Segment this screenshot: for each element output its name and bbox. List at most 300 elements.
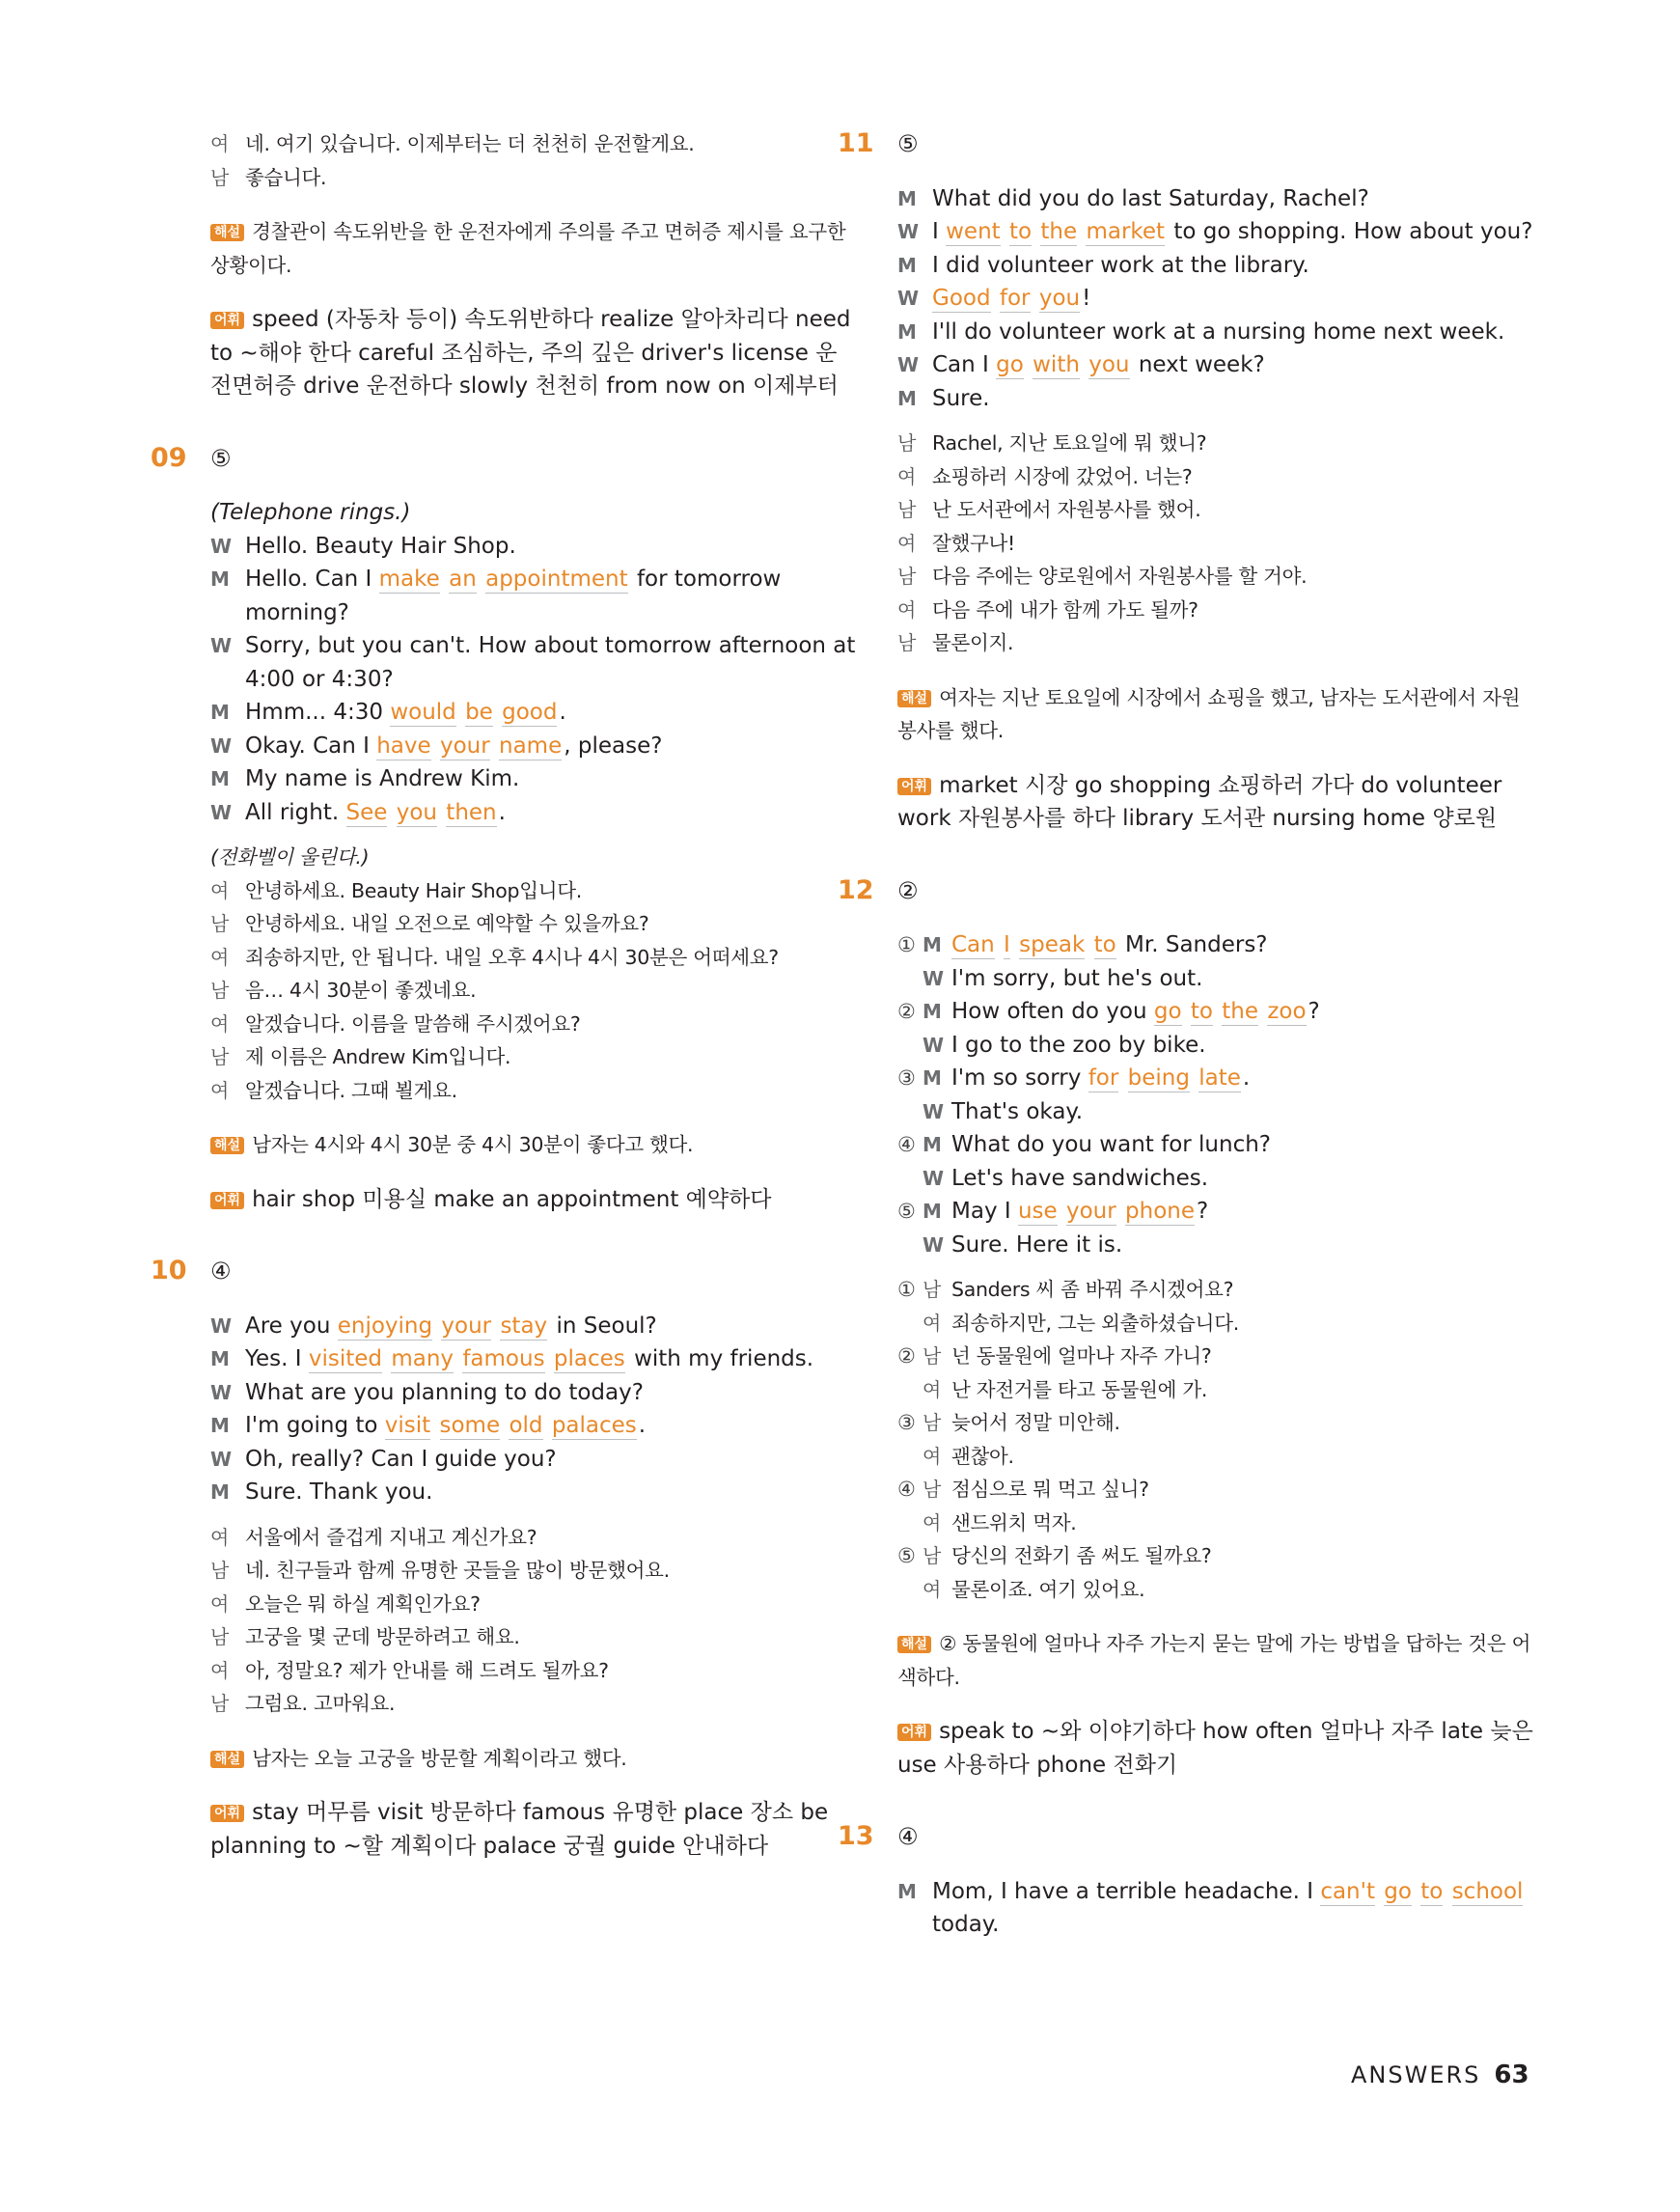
speaker: W xyxy=(923,1033,945,1057)
line-text: Hmm... 4:30 would be good. xyxy=(245,700,566,725)
blank-answer: palaces xyxy=(551,1413,637,1438)
option-line xyxy=(897,1340,1534,1373)
dialogue-line xyxy=(897,316,1534,349)
question-answer: ⑤ xyxy=(897,130,919,157)
dialogue-line xyxy=(897,382,1534,416)
vocab-tag: 어휘 xyxy=(210,1192,244,1209)
question-answer: ④ xyxy=(210,1258,232,1285)
speaker: M xyxy=(897,319,917,344)
speaker: W xyxy=(897,220,920,243)
blank-answer: you xyxy=(1038,286,1081,311)
explanation-tag: 해설 xyxy=(210,1751,244,1768)
q11-header xyxy=(838,127,1534,161)
speaker: 여 xyxy=(210,1591,230,1616)
line-text: Can I speak to Mr. Sanders? xyxy=(951,932,1268,957)
speaker: M xyxy=(210,1347,230,1370)
option-line xyxy=(897,1095,1534,1129)
option-line xyxy=(897,1273,1534,1307)
dialogue-line xyxy=(210,127,857,161)
blank-answer: Can xyxy=(951,932,995,957)
blank-answer: being xyxy=(1127,1065,1190,1091)
line-text: All right. See you then. xyxy=(245,799,506,825)
line-text: That's okay. xyxy=(951,1098,1084,1124)
speaker: M xyxy=(923,933,942,956)
speaker: 여 xyxy=(210,1011,230,1036)
line-text: 물론이죠. 여기 있어요. xyxy=(951,1577,1145,1601)
option-number: ② xyxy=(897,1000,916,1023)
line-text: I'm sorry, but he's out. xyxy=(951,965,1203,991)
dialogue-line xyxy=(897,427,1534,460)
blank-answer: then xyxy=(446,799,497,825)
line-text: Oh, really? Can I guide you? xyxy=(245,1446,557,1472)
option-number: ③ xyxy=(897,1411,916,1434)
dialogue-line xyxy=(210,1310,857,1343)
speaker: 남 xyxy=(897,631,917,654)
speaker: 여 xyxy=(210,1658,230,1682)
explanation-text: 경찰관이 속도위반을 한 운전자에게 주의를 주고 면허증 제시를 요구한 상황이다. xyxy=(210,220,846,277)
line-text: Sure. Thank you. xyxy=(245,1479,433,1505)
blank-answer: See xyxy=(345,799,388,825)
option-number: ⑤ xyxy=(897,1544,916,1567)
line-text: 넌 동물원에 얼마나 자주 가니? xyxy=(951,1344,1212,1368)
q12-explanation xyxy=(897,1627,1534,1694)
option-line xyxy=(897,1406,1534,1440)
line-text: 그럼요. 고마워요. xyxy=(245,1692,396,1715)
blank-answer: go xyxy=(1153,999,1182,1024)
q11-vocab xyxy=(897,769,1534,836)
dialogue-line xyxy=(210,1008,857,1041)
option-number: ② xyxy=(897,1344,916,1368)
speaker: 남 xyxy=(210,1559,230,1582)
speaker: M xyxy=(897,253,917,277)
speaker: 남 xyxy=(210,165,230,189)
dialogue-line xyxy=(897,348,1534,382)
blank-answer: appointment xyxy=(485,567,628,592)
line-text: Let's have sandwiches. xyxy=(951,1165,1209,1191)
option-line xyxy=(897,1062,1534,1095)
q12-vocab xyxy=(897,1715,1534,1782)
dialogue-line xyxy=(210,1620,857,1654)
dialogue-line xyxy=(210,1521,857,1555)
line-text: 오늘은 뭐 하실 계획인가요? xyxy=(245,1591,481,1616)
q10-korean-translation xyxy=(210,1521,857,1721)
line-text: Rachel, 지난 토요일에 뭐 했니? xyxy=(932,431,1207,455)
dialogue-line xyxy=(897,460,1534,494)
line-text: What do you want for lunch? xyxy=(951,1132,1272,1157)
vocab-text: speed (자동차 등이) 속도위반하다 realize 알아차리다 need to ~해야 한다 careful 조심하는, 주의 깊은 driver's license 운전면허증 drive 운전하다 slowly 천천히 from now on 이제부터 xyxy=(210,307,851,399)
vocab-text: stay 머무름 visit 방문하다 famous 유명한 place 장소 be planning to ~할 계획이다 palace 궁궐 guide 안내하다 xyxy=(210,1800,829,1859)
line-text: 안녕하세요. 내일 오전으로 예약할 수 있을까요? xyxy=(245,912,649,935)
option-line xyxy=(897,962,1534,996)
line-text: Yes. I visited many famous places with my friends. xyxy=(245,1346,814,1371)
speaker: W xyxy=(210,534,233,558)
speaker: M xyxy=(923,1000,942,1023)
blank-answer: use xyxy=(1017,1199,1058,1224)
speaker: 여 xyxy=(210,1525,230,1549)
line-text: Good for you! xyxy=(932,286,1091,311)
line-text: Can I go with you next week? xyxy=(932,352,1265,377)
line-text: I did volunteer work at the library. xyxy=(932,252,1309,278)
option-line xyxy=(897,1195,1534,1229)
speaker: M xyxy=(897,1879,917,1903)
line-text: Sanders 씨 좀 바꿔 주시겠어요? xyxy=(951,1278,1234,1301)
q12-korean-translation xyxy=(897,1273,1534,1606)
blank-answer: stay xyxy=(500,1313,548,1339)
dialogue-line xyxy=(897,182,1534,216)
line-text: I go to the zoo by bike. xyxy=(951,1032,1206,1058)
speaker: M xyxy=(210,1480,230,1504)
left-column xyxy=(151,127,857,1863)
vocab-tag: 어휘 xyxy=(897,778,931,795)
vocab-tag: 어휘 xyxy=(210,312,244,329)
blank-answer: zoo xyxy=(1267,999,1307,1024)
footer-label: ANSWERS xyxy=(1351,2061,1481,2088)
explanation-tag: 해설 xyxy=(210,224,244,241)
dialogue-line xyxy=(210,161,857,195)
line-text: 괜찮아. xyxy=(951,1444,1014,1468)
speaker: W xyxy=(897,287,920,310)
line-text: I went to the market to go shopping. How about you? xyxy=(932,219,1533,244)
line-text: Hello. Can I make an appointment for tomorrow morning? xyxy=(245,567,782,625)
line-text: 제 이름은 Andrew Kim입니다. xyxy=(245,1045,511,1068)
blank-answer: name xyxy=(499,733,563,759)
dialogue-line xyxy=(210,629,857,696)
speaker: W xyxy=(210,1313,233,1338)
line-text: 점심으로 뭐 먹고 싶니? xyxy=(951,1478,1149,1501)
dialogue-line xyxy=(210,1687,857,1721)
option-number: ⑤ xyxy=(897,1200,916,1223)
line-text: Sure. Here it is. xyxy=(951,1231,1123,1258)
dialogue-line xyxy=(897,527,1534,561)
line-text: 늦어서 정말 미안해. xyxy=(951,1411,1120,1434)
dialogue-line xyxy=(210,796,857,830)
blank-answer: be xyxy=(465,700,493,725)
option-line xyxy=(897,1573,1534,1607)
dialogue-line xyxy=(210,696,857,730)
blank-answer: to xyxy=(1008,219,1033,244)
speaker: 여 xyxy=(897,597,917,622)
speaker: W xyxy=(210,733,233,758)
speaker: W xyxy=(210,800,233,824)
speaker: 남 xyxy=(210,979,230,1002)
line-text: 죄송하지만, 안 됩니다. 내일 오후 4시나 4시 30분은 어떠세요? xyxy=(245,945,779,969)
dialogue-line xyxy=(897,594,1534,627)
line-text: 난 자전거를 타고 동물원에 가. xyxy=(951,1377,1208,1401)
explanation-text: 여자는 지난 토요일에 시장에서 쇼핑을 했고, 남자는 도서관에서 자원봉사를 했다. xyxy=(897,685,1521,742)
option-line xyxy=(897,1373,1534,1407)
speaker: M xyxy=(897,386,917,410)
q08-vocab xyxy=(210,303,857,403)
line-text: I'm so sorry for being late. xyxy=(951,1065,1251,1091)
speaker: 남 xyxy=(923,1478,942,1501)
line-text: 고궁을 몇 군데 방문하려고 해요. xyxy=(245,1625,520,1648)
q11-explanation xyxy=(897,681,1534,748)
question-answer: ④ xyxy=(897,1823,919,1850)
question-number: 09 xyxy=(151,442,187,473)
line-text: 네. 여기 있습니다. 이제부터는 더 천천히 운전할게요. xyxy=(245,132,695,155)
speaker: M xyxy=(210,567,230,591)
blank-answer: your xyxy=(441,1313,492,1339)
q09-explanation xyxy=(210,1128,857,1162)
speaker: 여 xyxy=(210,878,230,902)
line-text: Hello. Beauty Hair Shop. xyxy=(245,533,516,559)
speaker: M xyxy=(923,1066,942,1090)
option-number: ④ xyxy=(897,1133,916,1156)
line-text: Are you enjoying your stay in Seoul? xyxy=(245,1313,657,1339)
line-text: 음… 4시 30분이 좋겠네요. xyxy=(245,979,477,1002)
blank-answer: good xyxy=(502,700,558,725)
blank-answer: go xyxy=(1384,1878,1412,1904)
blank-answer: visit xyxy=(384,1413,431,1438)
speaker: W xyxy=(210,634,233,657)
line-text: May I use your phone? xyxy=(951,1199,1209,1224)
blank-answer: your xyxy=(1066,1199,1116,1224)
dialogue-line xyxy=(210,530,857,564)
speaker: 남 xyxy=(210,1625,230,1648)
blank-answer: Good xyxy=(932,286,991,311)
line-text: Sorry, but you can't. How about tomorrow afternoon at 4:00 or 4:30? xyxy=(245,633,856,692)
blank-answer: for xyxy=(1088,1065,1119,1091)
stage-direction: (전화벨이 울린다.) xyxy=(210,845,370,869)
blank-answer: with xyxy=(1033,352,1080,377)
speaker: 남 xyxy=(923,1344,942,1368)
q10-explanation xyxy=(210,1742,857,1776)
speaker: M xyxy=(210,767,230,790)
dialogue-line xyxy=(210,1376,857,1410)
q08-explanation xyxy=(210,215,857,282)
explanation-tag: 해설 xyxy=(210,1137,244,1154)
blank-answer: for xyxy=(999,286,1031,311)
blank-answer: make xyxy=(378,567,440,592)
speaker: 남 xyxy=(210,1692,230,1715)
option-line xyxy=(897,1539,1534,1573)
option-number: ① xyxy=(897,1278,916,1301)
q09-korean-translation xyxy=(210,841,857,1107)
option-line xyxy=(897,1440,1534,1474)
speaker: W xyxy=(923,1166,945,1190)
line-text: How often do you go to the zoo? xyxy=(951,999,1320,1024)
speaker: 여 xyxy=(897,531,917,555)
blank-answer: many xyxy=(391,1346,454,1371)
dialogue-line xyxy=(210,730,857,763)
blank-answer: the xyxy=(1040,219,1078,244)
option-line xyxy=(897,1507,1534,1540)
speaker: W xyxy=(923,1232,945,1257)
speaker: 여 xyxy=(923,1510,942,1535)
blank-answer: can't xyxy=(1320,1878,1375,1904)
q09-header xyxy=(151,442,857,476)
dialogue-line xyxy=(897,1875,1534,1942)
blank-answer: places xyxy=(553,1346,625,1371)
blank-answer: market xyxy=(1086,219,1166,244)
blank-answer: have xyxy=(376,733,431,759)
speaker: W xyxy=(210,1447,233,1471)
speaker: M xyxy=(923,1133,942,1156)
speaker: W xyxy=(923,1099,945,1123)
dialogue-line xyxy=(210,1074,857,1108)
blank-answer: your xyxy=(439,733,490,759)
option-number: ③ xyxy=(897,1066,916,1090)
dialogue-line xyxy=(897,626,1534,660)
option-line xyxy=(897,995,1534,1029)
line-text: I'll do volunteer work at a nursing home next week. xyxy=(932,318,1505,345)
blank-answer: would xyxy=(390,700,456,725)
explanation-text: ② 동물원에 얼마나 자주 가는지 묻는 말에 가는 방법을 답하는 것은 어색하다. xyxy=(897,1632,1531,1689)
line-text: I'm going to visit some old palaces. xyxy=(245,1413,647,1438)
blank-answer: visited xyxy=(308,1346,383,1371)
blank-answer: some xyxy=(439,1413,501,1438)
dialogue-line xyxy=(210,1476,857,1509)
page-footer xyxy=(1351,2060,1529,2089)
blank-answer: I xyxy=(1004,932,1010,957)
line-text: 당신의 전화기 좀 써도 될까요? xyxy=(951,1544,1212,1567)
line-text: 아, 정말요? 제가 안내를 해 드려도 될까요? xyxy=(245,1658,609,1682)
speaker: W xyxy=(210,1380,233,1404)
speaker: 여 xyxy=(923,1577,942,1601)
blank-answer: went xyxy=(946,219,1001,244)
speaker: 남 xyxy=(897,498,917,521)
blank-answer: school xyxy=(1451,1878,1524,1904)
speaker: 여 xyxy=(923,1444,942,1468)
dialogue-line xyxy=(210,1342,857,1376)
speaker: 여 xyxy=(210,132,230,155)
line-text: Okay. Can I have your name, please? xyxy=(245,733,663,759)
blank-answer: you xyxy=(396,799,437,825)
question-number: 12 xyxy=(838,874,874,905)
speaker: 남 xyxy=(923,1411,942,1434)
option-line xyxy=(897,1128,1534,1162)
blank-answer: late xyxy=(1198,1065,1241,1091)
speaker: 남 xyxy=(210,1045,230,1068)
option-number: ④ xyxy=(897,1478,916,1501)
line-text: 쇼핑하러 시장에 갔었어. 너는? xyxy=(932,464,1193,488)
blank-answer: to xyxy=(1190,999,1213,1024)
option-line xyxy=(897,1029,1534,1063)
line-text: 알겠습니다. 이름을 말씀해 주시겠어요? xyxy=(245,1011,581,1036)
option-line xyxy=(897,928,1534,962)
speaker: 남 xyxy=(897,565,917,588)
line-text: 다음 주에 내가 함께 가도 될까? xyxy=(932,597,1198,622)
vocab-tag: 어휘 xyxy=(210,1805,244,1822)
dialogue-line xyxy=(210,1443,857,1477)
line-text: What did you do last Saturday, Rachel? xyxy=(932,185,1369,211)
speaker: 여 xyxy=(923,1377,942,1401)
blank-answer: old xyxy=(509,1413,543,1438)
dialogue-line xyxy=(897,560,1534,594)
line-text: 서울에서 즐겁게 지내고 계신가요? xyxy=(245,1525,537,1549)
speaker: W xyxy=(897,353,920,376)
stage-direction: (Telephone rings.) xyxy=(210,500,411,525)
vocab-tag: 어휘 xyxy=(897,1724,931,1741)
dialogue-line xyxy=(210,1654,857,1688)
dialogue-line xyxy=(210,1409,857,1443)
vocab-text: speak to ~와 이야기하다 how often 얼마나 자주 late 늦은 use 사용하다 phone 전화기 xyxy=(897,1719,1533,1778)
line-text: Sure. xyxy=(932,385,990,411)
dialogue-line xyxy=(210,1040,857,1074)
dialogue-line xyxy=(897,215,1534,249)
q10-header xyxy=(151,1255,857,1288)
blank-answer: speak xyxy=(1019,932,1086,957)
dialogue-line xyxy=(210,907,857,941)
q12-header xyxy=(838,874,1534,908)
question-answer: ⑤ xyxy=(210,444,232,472)
dialogue-line xyxy=(897,493,1534,527)
dialogue-line xyxy=(210,563,857,629)
line-text: My name is Andrew Kim. xyxy=(245,766,520,791)
option-line xyxy=(897,1473,1534,1507)
speaker: M xyxy=(210,1414,230,1437)
speaker: 남 xyxy=(923,1544,942,1567)
line-text: 죄송하지만, 그는 외출하셨습니다. xyxy=(951,1311,1239,1335)
q11-korean-translation xyxy=(897,427,1534,660)
dialogue-line xyxy=(210,762,857,796)
option-number: ① xyxy=(897,933,916,956)
blank-answer: you xyxy=(1088,352,1130,377)
speaker: 여 xyxy=(210,1078,230,1102)
speaker: 남 xyxy=(210,912,230,935)
line-text: 물론이지. xyxy=(932,631,1014,654)
explanation-tag: 해설 xyxy=(897,1636,931,1653)
option-line xyxy=(897,1307,1534,1341)
speaker: 여 xyxy=(897,464,917,488)
line-text: What are you planning to do today? xyxy=(245,1379,644,1405)
dialogue-line xyxy=(210,941,857,975)
blank-answer: famous xyxy=(462,1346,545,1371)
speaker: M xyxy=(210,701,230,724)
vocab-text: hair shop 미용실 make an appointment 예약하다 xyxy=(252,1186,772,1212)
option-line xyxy=(897,1229,1534,1262)
blank-answer: phone xyxy=(1125,1199,1196,1224)
blank-answer: an xyxy=(449,567,477,592)
q10-vocab xyxy=(210,1796,857,1863)
speaker: 여 xyxy=(923,1311,942,1335)
dialogue-line xyxy=(210,874,857,908)
explanation-tag: 해설 xyxy=(897,690,931,707)
line-text: 알겠습니다. 그때 뵐게요. xyxy=(245,1078,457,1102)
right-column xyxy=(838,127,1534,1942)
dialogue-line xyxy=(897,249,1534,283)
line-text: 난 도서관에서 자원봉사를 했어. xyxy=(932,498,1201,521)
question-number: 13 xyxy=(838,1821,874,1851)
question-number: 11 xyxy=(838,128,874,158)
blank-answer: enjoying xyxy=(337,1313,433,1339)
page-number: 63 xyxy=(1494,2060,1529,2089)
line-text: 잘했구나! xyxy=(932,531,1015,555)
speaker: W xyxy=(923,966,945,990)
line-text: 샌드위치 먹자. xyxy=(951,1510,1077,1535)
speaker: 여 xyxy=(210,945,230,969)
speaker: M xyxy=(923,1200,942,1223)
explanation-text: 남자는 4시와 4시 30분 중 4시 30분이 좋다고 했다. xyxy=(252,1133,694,1156)
explanation-text: 남자는 오늘 고궁을 방문할 계획이라고 했다. xyxy=(252,1746,627,1770)
line-text: 다음 주에는 양로원에서 자원봉사를 할 거야. xyxy=(932,565,1308,588)
blank-answer: to xyxy=(1420,1878,1444,1904)
speaker: 남 xyxy=(897,431,917,455)
question-number: 10 xyxy=(151,1256,187,1286)
speaker: 남 xyxy=(923,1278,942,1301)
speaker: M xyxy=(897,186,917,210)
dialogue-line xyxy=(897,282,1534,316)
dialogue-line xyxy=(210,974,857,1008)
blank-answer: the xyxy=(1222,999,1259,1024)
line-text: 안녕하세요. Beauty Hair Shop입니다. xyxy=(245,878,582,902)
q13-header xyxy=(838,1820,1534,1854)
dialogue-line xyxy=(210,1554,857,1588)
blank-answer: go xyxy=(996,352,1024,377)
q08-korean-tail xyxy=(210,127,857,194)
line-text: Mom, I have a terrible headache. I can't go to school today. xyxy=(932,1878,1524,1937)
option-line xyxy=(897,1162,1534,1196)
